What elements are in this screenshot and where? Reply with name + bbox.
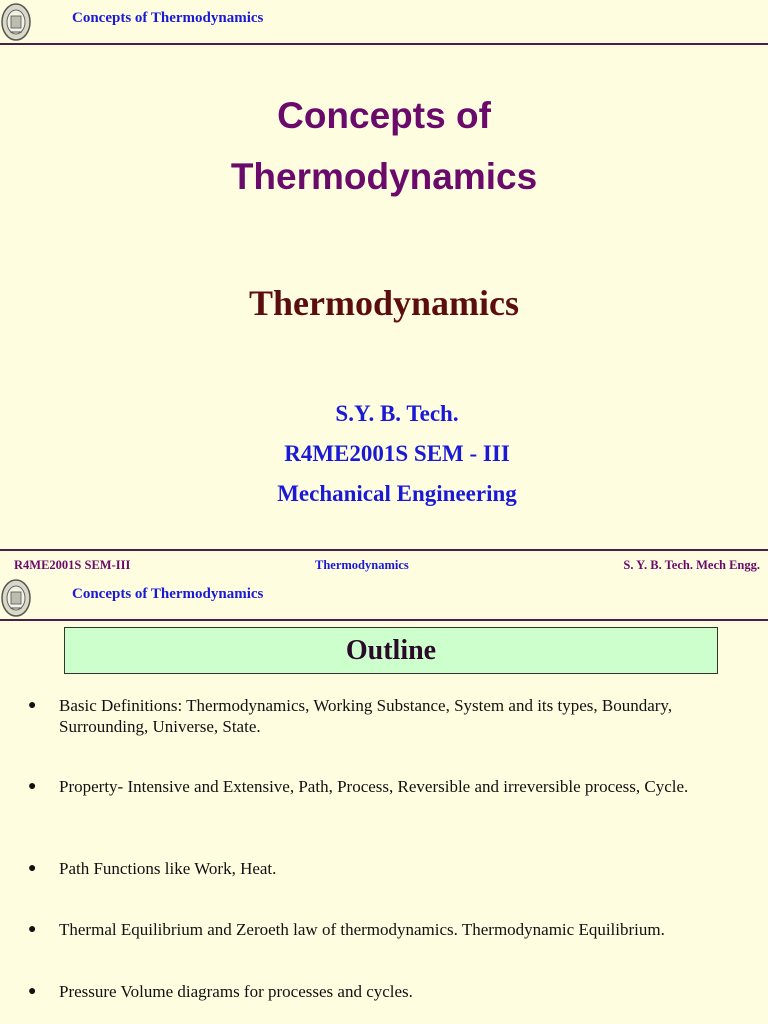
list-item	[28, 981, 728, 1002]
info-code: R4ME2001S SEM - III	[284, 441, 510, 466]
bullet-icon: ●	[28, 861, 37, 876]
list-item	[28, 695, 728, 737]
list-item	[28, 858, 728, 879]
bullet-icon: ●	[28, 984, 37, 999]
header-title: Concepts of Thermodynamics	[72, 10, 264, 26]
list-item-text: Basic Definitions: Thermodynamics, Working Substance, System and its types, Boundary, Surrounding, Universe, State.	[59, 696, 673, 736]
outline-heading: Outline	[345, 634, 437, 666]
info-department: Mechanical Engineering	[277, 481, 517, 506]
bullet-icon: ●	[28, 779, 37, 794]
outline-heading-box	[64, 627, 718, 674]
list-item-text: Thermal Equilibrium and Zeroeth law of thermodynamics. Thermodynamic Equilibrium.	[59, 920, 665, 939]
subtitle: Thermodynamics	[249, 283, 519, 323]
footer-center: Thermodynamics	[315, 558, 409, 572]
footer-left: R4ME2001S SEM-III	[14, 558, 131, 572]
college-crest-logo	[0, 578, 32, 618]
list-item-text: Path Functions like Work, Heat.	[59, 859, 277, 878]
list-item	[28, 776, 728, 797]
header-rule	[0, 619, 768, 621]
info-course: S.Y. B. Tech.	[335, 401, 459, 426]
bullet-icon: ●	[28, 698, 37, 713]
list-item-text: Property- Intensive and Extensive, Path, Process, Reversible and irreversible process, Cycle.	[59, 777, 689, 796]
list-item	[28, 919, 728, 940]
footer-rule	[0, 549, 768, 551]
main-title-line2: Thermodynamics	[230, 156, 538, 197]
list-item-text: Pressure Volume diagrams for processes and cycles.	[59, 982, 413, 1001]
outline-slide	[0, 576, 768, 1024]
college-crest-logo	[0, 2, 32, 42]
header-title: Concepts of Thermodynamics	[72, 586, 264, 602]
footer-right: S. Y. B. Tech. Mech Engg.	[623, 558, 760, 572]
main-title-line1: Concepts of	[277, 95, 491, 136]
header-rule	[0, 43, 768, 45]
bullet-icon: ●	[28, 922, 37, 937]
